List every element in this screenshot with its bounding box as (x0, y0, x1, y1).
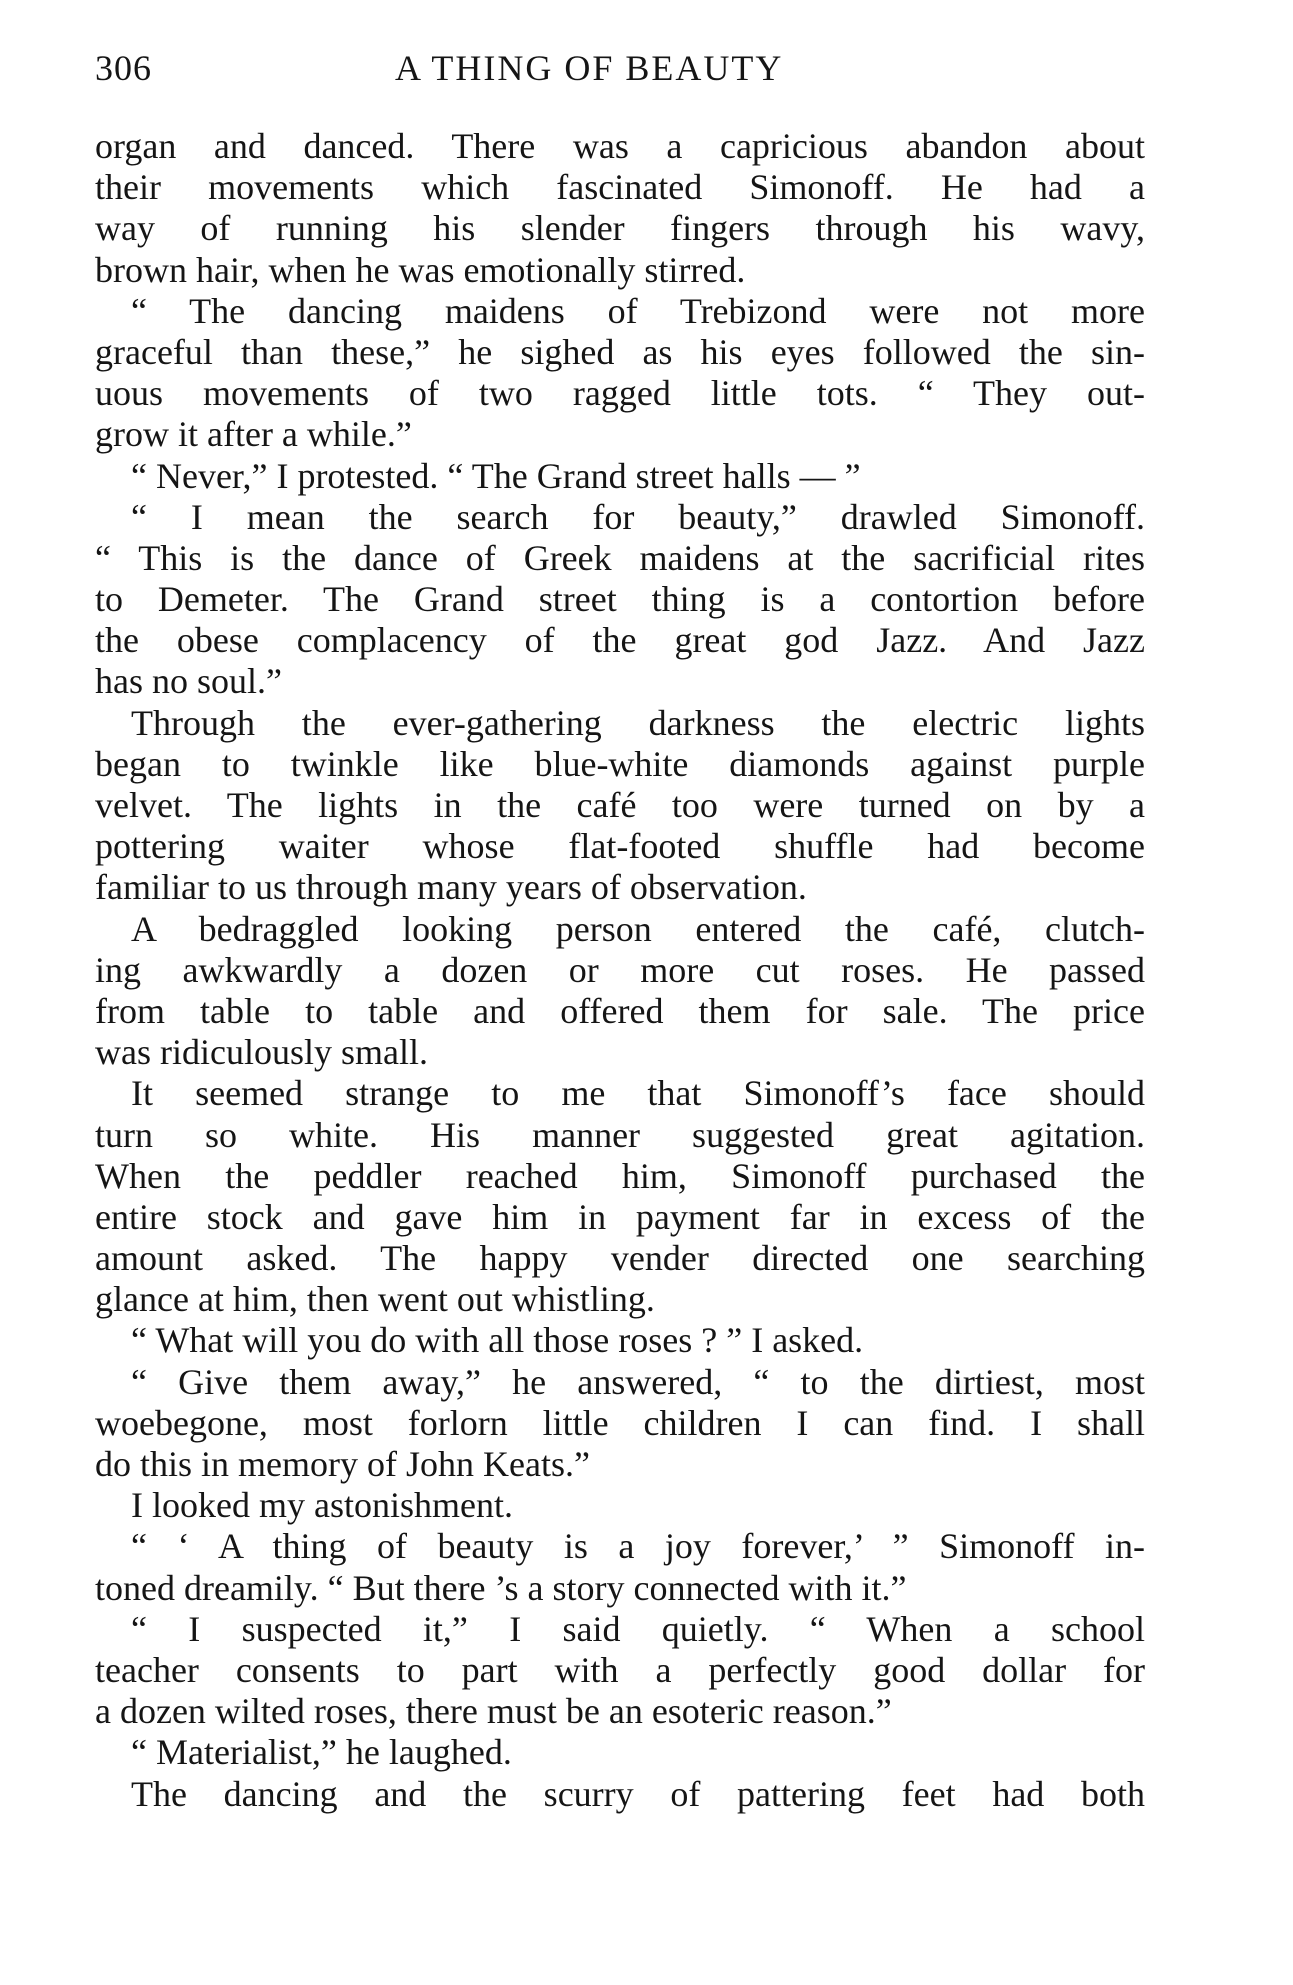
text-line: organ and danced. There was a capricious abandon about (95, 126, 1145, 166)
text-line: entire stock and gave him in payment far in excess of the (95, 1196, 1145, 1237)
text-line: amount asked. The happy vender directed one searching (95, 1238, 1145, 1279)
text-line: “ Materialist,” he laughed. (131, 1732, 512, 1773)
text-line: has no soul.” (95, 661, 282, 702)
text-line: The dancing and the scurry of pattering feet had both (131, 1773, 1145, 1814)
text-line: glance at him, then went out whistling. (95, 1279, 655, 1320)
text-line: their movements which fascinated Simonoff. He had a (95, 167, 1145, 208)
text-line: “ The dancing maidens of Trebizond were not more (131, 290, 1145, 331)
text-line: way of running his slender fingers through his wavy, (95, 208, 1145, 249)
text-line: began to twinkle like blue-white diamonds against purple (95, 743, 1145, 784)
text-line: “ Never,” I protested. “ The Grand street halls — ” (131, 455, 861, 496)
text-line: pottering waiter whose flat-footed shuffle had become (95, 826, 1145, 867)
text-line: woebegone, most forlorn little children I can find. I shall (95, 1402, 1145, 1443)
text-line: “ I mean the search for beauty,” drawled Simonoff. (131, 496, 1145, 537)
text-line: “ What will you do with all those roses ? ” I asked. (131, 1320, 864, 1361)
text-line: to Demeter. The Grand street thing is a contortion before (95, 579, 1145, 620)
text-line: graceful than these,” he sighed as his eyes followed the sin- (95, 331, 1145, 372)
text-line: the obese complacency of the great god Jazz. And Jazz (95, 620, 1145, 661)
text-line: was ridiculously small. (95, 1032, 428, 1073)
text-line: “ Give them away,” he answered, “ to the dirtiest, most (131, 1361, 1145, 1402)
text-line: uous movements of two ragged little tots. “ They out- (95, 373, 1145, 414)
text-line: a dozen wilted roses, there must be an esoteric reason.” (95, 1691, 892, 1732)
page-number: 306 (95, 48, 152, 88)
text-line: Through the ever-gathering darkness the electric lights (131, 702, 1145, 743)
text-line: A bedraggled looking person entered the café, clutch- (131, 908, 1145, 949)
text-line: It seemed strange to me that Simonoff’s face should (131, 1073, 1145, 1114)
chapter-title: A THING OF BEAUTY (395, 48, 784, 88)
text-line: When the peddler reached him, Simonoff purchased the (95, 1155, 1145, 1196)
running-head (95, 44, 1145, 92)
text-line: grow it after a while.” (95, 414, 412, 455)
text-line: ing awkwardly a dozen or more cut roses. He passed (95, 949, 1145, 990)
text-line: brown hair, when he was emotionally stirred. (95, 249, 746, 290)
text-line: teacher consents to part with a perfectly good dollar for (95, 1649, 1145, 1690)
text-line: “ ‘ A thing of beauty is a joy forever,’ ” Simonoff in- (131, 1526, 1145, 1567)
text-line: “ This is the dance of Greek maidens at the sacrificial rites (95, 537, 1145, 578)
text-line: I looked my astonishment. (131, 1485, 513, 1526)
text-line: velvet. The lights in the café too were turned on by a (95, 785, 1145, 825)
text-line: familiar to us through many years of observation. (95, 867, 807, 908)
body-text (95, 126, 1145, 1815)
text-line: turn so white. His manner suggested great agitation. (95, 1114, 1145, 1155)
text-line: “ I suspected it,” I said quietly. “ When a school (131, 1608, 1145, 1649)
text-line: do this in memory of John Keats.” (95, 1444, 590, 1484)
text-line: from table to table and offered them for sale. The price (95, 990, 1145, 1031)
text-line: toned dreamily. “ But there ’s a story connected with it.” (95, 1567, 907, 1608)
